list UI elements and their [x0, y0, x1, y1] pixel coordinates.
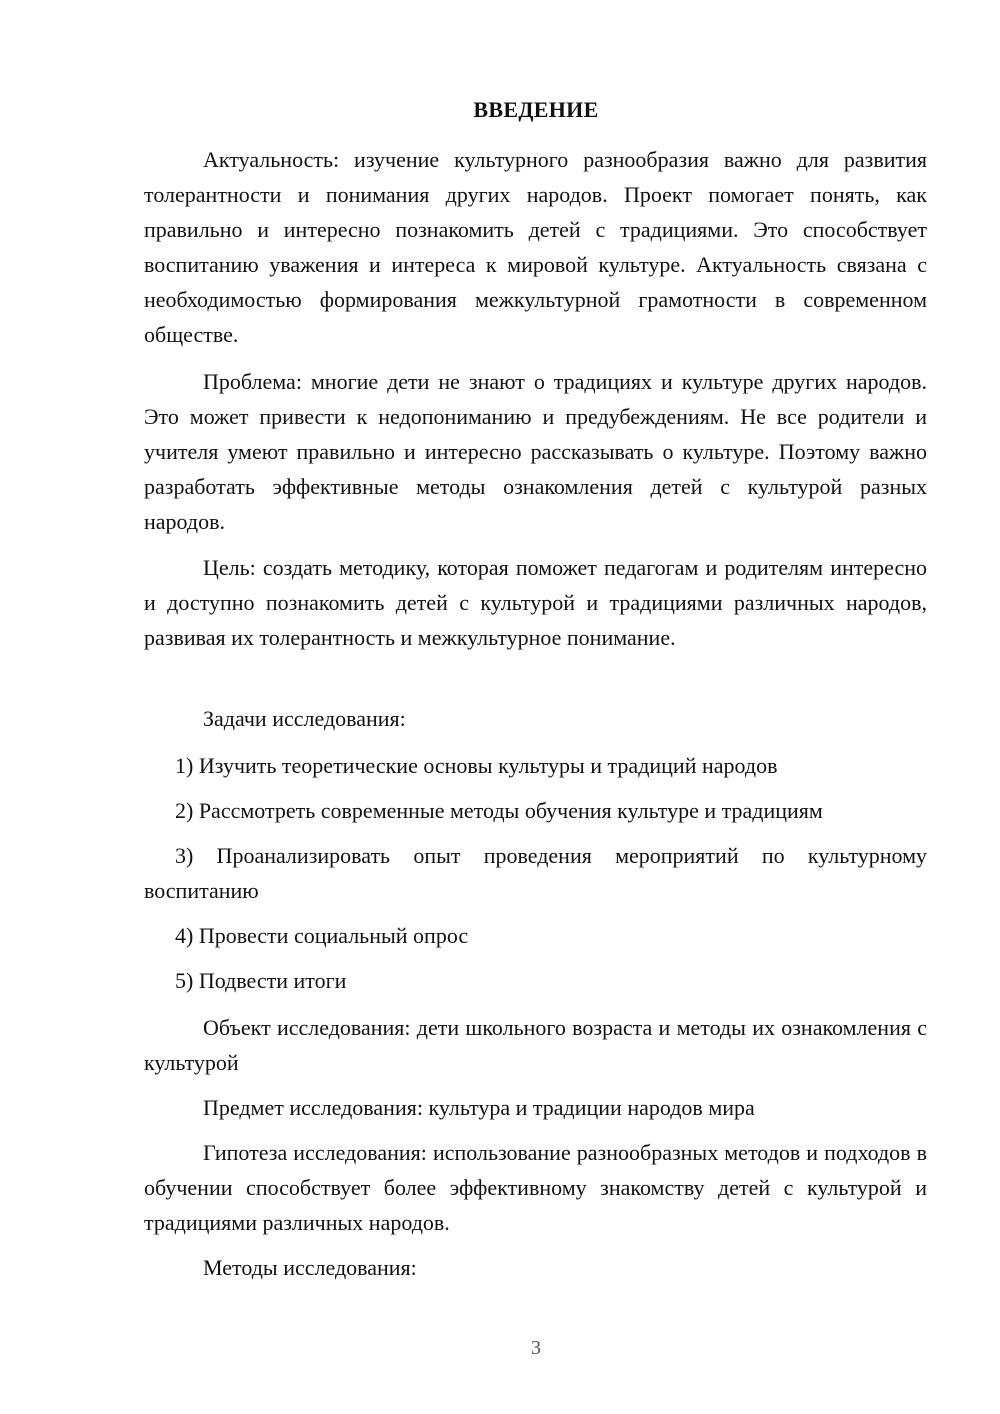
methods-heading: Методы исследования:	[203, 1255, 417, 1280]
hypothesis-paragraph: Гипотеза исследования: использование разнообразных методов и подходов в обучении способствует более эффективному знакомству детей с культурой и традициями различных народов.	[144, 1140, 927, 1235]
task-item-2: 2) Рассмотреть современные методы обучения культуре и традициям	[175, 798, 823, 823]
tasks-heading: Задачи исследования:	[203, 706, 406, 731]
task-item-3: 3) Проанализировать опыт проведения мероприятий по культурному воспитанию	[144, 843, 927, 903]
task-item-5: 5) Подвести итоги	[175, 968, 347, 993]
goal-paragraph: Цель: создать методику, которая поможет педагогам и родителям интересно и доступно познакомить детей с культурой и традициями различных народов, развивая их толерантность и межкультурное понимание.	[144, 555, 927, 650]
task-item-4: 4) Провести социальный опрос	[175, 923, 469, 948]
page-number: 3	[531, 1337, 541, 1359]
problem-paragraph: Проблема: многие дети не знают о традициях и культуре других народов. Это может привести к недопониманию и предубеждениям. Не все родители и учителя умеют правильно и интересно рассказывать о культуре. Поэтому важно разработать эффективные методы ознакомления детей с культурой разных народов.	[144, 369, 927, 534]
object-paragraph: Объект исследования: дети школьного возраста и методы их ознакомления с культурой	[144, 1015, 927, 1075]
section-title: ВВЕДЕНИЕ	[473, 97, 599, 122]
relevance-paragraph: Актуальность: изучение культурного разнообразия важно для развития толерантности и понимания других народов. Проект помогает понять, как правильно и интересно познакомить детей с традициями. Это способствует воспитанию уважения и интереса к мировой культуре. Актуальность связана с необходимостью формирования межкультурной грамотности в современном обществе.	[144, 147, 927, 347]
subject-paragraph: Предмет исследования: культура и традиции народов мира	[203, 1095, 755, 1120]
task-item-1: 1) Изучить теоретические основы культуры и традиций народов	[175, 753, 778, 778]
